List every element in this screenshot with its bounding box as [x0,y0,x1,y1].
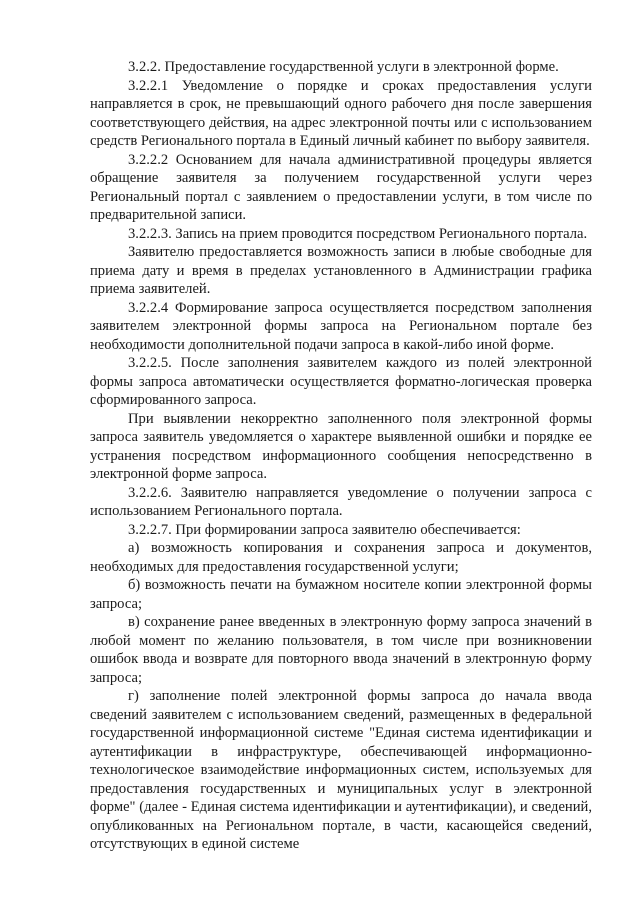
paragraph-3-2-2: 3.2.2. Предоставление государственной услуги в электронной форме. [128,59,559,75]
paragraph-3-2-2-2: 3.2.2.2 Основанием для начала административной процедуры является обращение заявителя за получением государственной услуги через Региональный портал с заявлением о предоставлении услуги, в том числе по предварительной записи. [90,151,592,223]
paragraph-3-2-2-6: 3.2.2.6. Заявителю направляется уведомление о получении запроса с использованием Регионального портала. [90,484,592,519]
paragraph-3-2-2-7: 3.2.2.7. При формировании запроса заявителю обеспечивается: [128,521,521,538]
list-item-a: а) возможность копирования и сохранения запроса и документов, необходимых для предоставления государственной услуги; [90,540,592,575]
paragraph-error-notice: При выявлении некорректно заполненного поля электронной формы запроса заявитель уведомляется о характере выявленной ошибки и порядке ее устранения посредством информационного сообщения непосредственно в электронной форме запроса. [90,410,592,482]
list-item-v: в) сохранение ранее введенных в электронную форму запроса значений в любой момент по желанию пользователя, в том числе при возникновении ошибок ввода и возврате для повторного ввода значений в электронную форму запроса; [90,614,592,686]
list-item-g: г) заполнение полей электронной формы запроса до начала ввода сведений заявителем с использованием сведений, размещенных в федеральной государственной информационной системе "Единая система идентификации и аутентификации в инфраструктуре, обеспечивающей информационно-технологическое взаимодействие информационных систем, используемых для предоставления государственных и муниципальных услуг в электронной форме" (далее - Единая система идентификации и аутентификации), и сведений, опубликованных на Региональном портале, в части, касающейся сведений, отсутствующих в единой системе [90,688,592,852]
paragraph-appointment: Заявителю предоставляется возможность записи в любые свободные для приема дату и время в пределах установленного в Администрации графика приема заявителей. [90,244,592,297]
paragraph-3-2-2-5: 3.2.2.5. После заполнения заявителем каждого из полей электронной формы запроса автоматически осуществляется форматно-логическая проверка сформированного запроса. [90,355,592,408]
paragraph-3-2-2-4: 3.2.2.4 Формирование запроса осуществляется посредством заполнения заявителем электронной формы запроса на Региональном портале без необходимости дополнительной подачи запроса в какой-либо иной форме. [90,299,592,353]
paragraph-3-2-2-1: 3.2.2.1 Уведомление о порядке и сроках предоставления услуги направляется в срок, не превышающий одного рабочего дня после завершения соответствующего действия, на адрес электронной почты или с использованием средств Регионального портала в Единый личный кабинет по выбору заявителя. [90,77,592,149]
list-item-b: б) возможность печати на бумажном носителе копии электронной формы запроса; [90,577,592,612]
paragraph-3-2-2-3: 3.2.2.3. Запись на прием проводится посредством Регионального портала. [128,225,588,242]
